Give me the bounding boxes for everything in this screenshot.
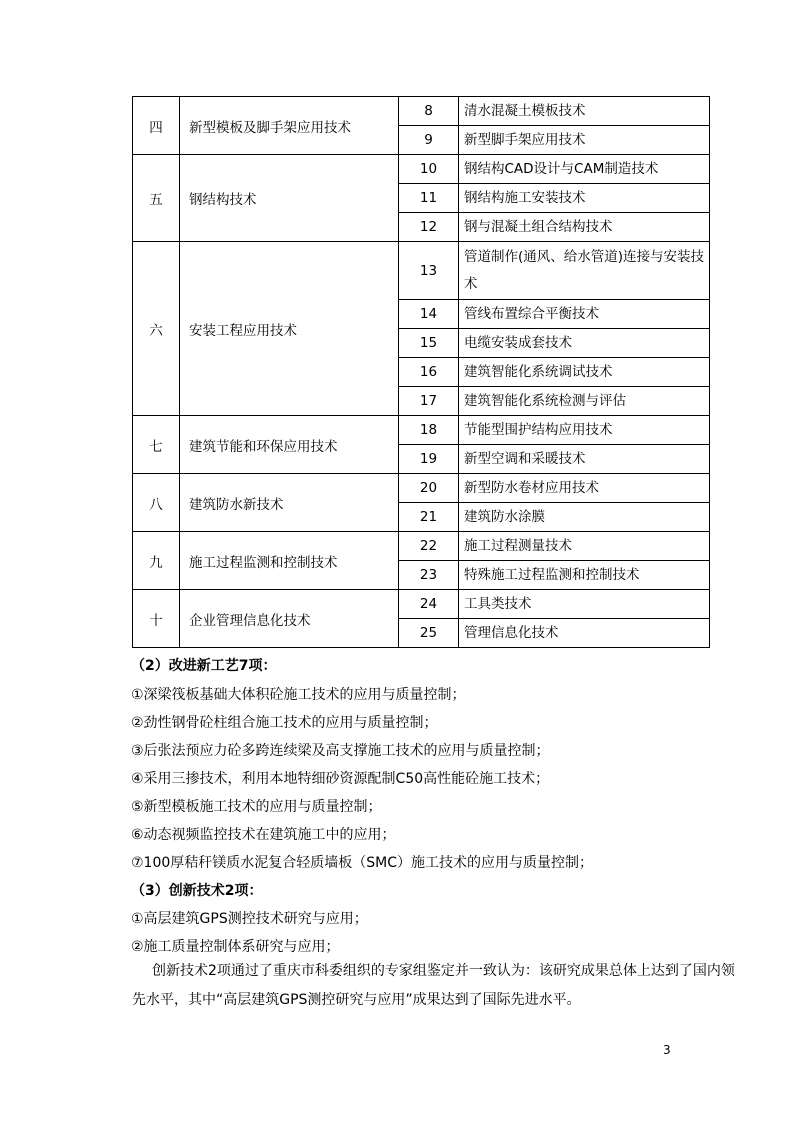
- item-name: 管理信息化技术: [459, 619, 710, 648]
- category-number: 六: [133, 242, 180, 416]
- item-number: 18: [399, 416, 459, 445]
- item-name: 新型防水卷材应用技术: [459, 474, 710, 503]
- item-number: 16: [399, 358, 459, 387]
- conclusion-paragraph: 创新技术2项通过了重庆市科委组织的专家组鉴定并一致认为：该研究成果总体上达到了国内领先水平，其中“高层建筑GPS测控研究与应用”成果达到了国际先进水平。: [132, 963, 735, 1008]
- item-name: 节能型围护结构应用技术: [459, 416, 710, 445]
- item-number: 23: [399, 561, 459, 590]
- section-3-item-1: ①高层建筑GPS测控技术研究与应用；: [131, 911, 368, 927]
- item-name: 钢结构CAD设计与CAM制造技术: [459, 155, 710, 184]
- item-number: 10: [399, 155, 459, 184]
- item-name: 工具类技术: [459, 590, 710, 619]
- category-number: 八: [133, 474, 180, 532]
- category-number: 七: [133, 416, 180, 474]
- category-number: 九: [133, 532, 180, 590]
- item-name: 清水混凝土模板技术: [459, 97, 710, 126]
- section-3-item-2: ②施工质量控制体系研究与应用；: [131, 939, 340, 955]
- item-name: 特殊施工过程监测和控制技术: [459, 561, 710, 590]
- item-number: 21: [399, 503, 459, 532]
- item-number: 13: [399, 242, 459, 300]
- section-2-heading: （2）改进新工艺7项：: [131, 658, 277, 674]
- table-row: [133, 416, 710, 445]
- item-number: 24: [399, 590, 459, 619]
- item-name: 建筑防水涂膜: [459, 503, 710, 532]
- category-number: 四: [133, 97, 180, 155]
- item-name: 钢与混凝土组合结构技术: [459, 213, 710, 242]
- technology-table-body: [133, 97, 710, 648]
- item-name: 新型空调和采暖技术: [459, 445, 710, 474]
- category-name: 建筑防水新技术: [180, 474, 399, 532]
- table-row: [133, 155, 710, 184]
- section-2-item-5: ⑤新型模板施工技术的应用与质量控制；: [131, 799, 382, 815]
- section-2-item-6: ⑥动态视频监控技术在建筑施工中的应用；: [131, 827, 396, 843]
- section-2-item-2: ②劲性钢骨砼柱组合施工技术的应用与质量控制；: [131, 715, 438, 731]
- section-3-heading: （3）创新技术2项：: [131, 883, 263, 899]
- page-number: 3: [663, 1043, 671, 1057]
- section-2-item-4: ④采用三掺技术，利用本地特细砂资源配制C50高性能砼施工技术；: [131, 771, 550, 787]
- item-number: 8: [399, 97, 459, 126]
- section-2-item-7: ⑦100厚秸秆镁质水泥复合轻质墙板（SMC）施工技术的应用与质量控制；: [131, 855, 594, 871]
- section-2-item-1: ①深梁筏板基础大体积砼施工技术的应用与质量控制；: [131, 687, 466, 703]
- item-number: 17: [399, 387, 459, 416]
- table-row: [133, 590, 710, 619]
- category-number: 十: [133, 590, 180, 648]
- category-number: 五: [133, 155, 180, 242]
- category-name: 安装工程应用技术: [180, 242, 399, 416]
- item-number: 22: [399, 532, 459, 561]
- item-name: 建筑智能化系统检测与评估: [459, 387, 710, 416]
- item-name: 电缆安装成套技术: [459, 329, 710, 358]
- item-number: 20: [399, 474, 459, 503]
- item-name: 管线布置综合平衡技术: [459, 300, 710, 329]
- category-name: 新型模板及脚手架应用技术: [180, 97, 399, 155]
- item-name: 钢结构施工安装技术: [459, 184, 710, 213]
- category-name: 钢结构技术: [180, 155, 399, 242]
- item-number: 12: [399, 213, 459, 242]
- technology-table: [132, 96, 710, 648]
- item-name: 建筑智能化系统调试技术: [459, 358, 710, 387]
- category-name: 企业管理信息化技术: [180, 590, 399, 648]
- item-number: 11: [399, 184, 459, 213]
- item-number: 9: [399, 126, 459, 155]
- table-row: [133, 474, 710, 503]
- table-row: [133, 97, 710, 126]
- item-number: 15: [399, 329, 459, 358]
- item-number: 14: [399, 300, 459, 329]
- table-row: [133, 532, 710, 561]
- item-number: 19: [399, 445, 459, 474]
- table-row: [133, 242, 710, 300]
- item-name: 新型脚手架应用技术: [459, 126, 710, 155]
- category-name: 建筑节能和环保应用技术: [180, 416, 399, 474]
- item-name: 管道制作(通风、给水管道)连接与安装技术: [459, 242, 710, 300]
- section-2-item-3: ③后张法预应力砼多跨连续梁及高支撑施工技术的应用与质量控制；: [131, 743, 550, 759]
- item-number: 25: [399, 619, 459, 648]
- category-name: 施工过程监测和控制技术: [180, 532, 399, 590]
- item-name: 施工过程测量技术: [459, 532, 710, 561]
